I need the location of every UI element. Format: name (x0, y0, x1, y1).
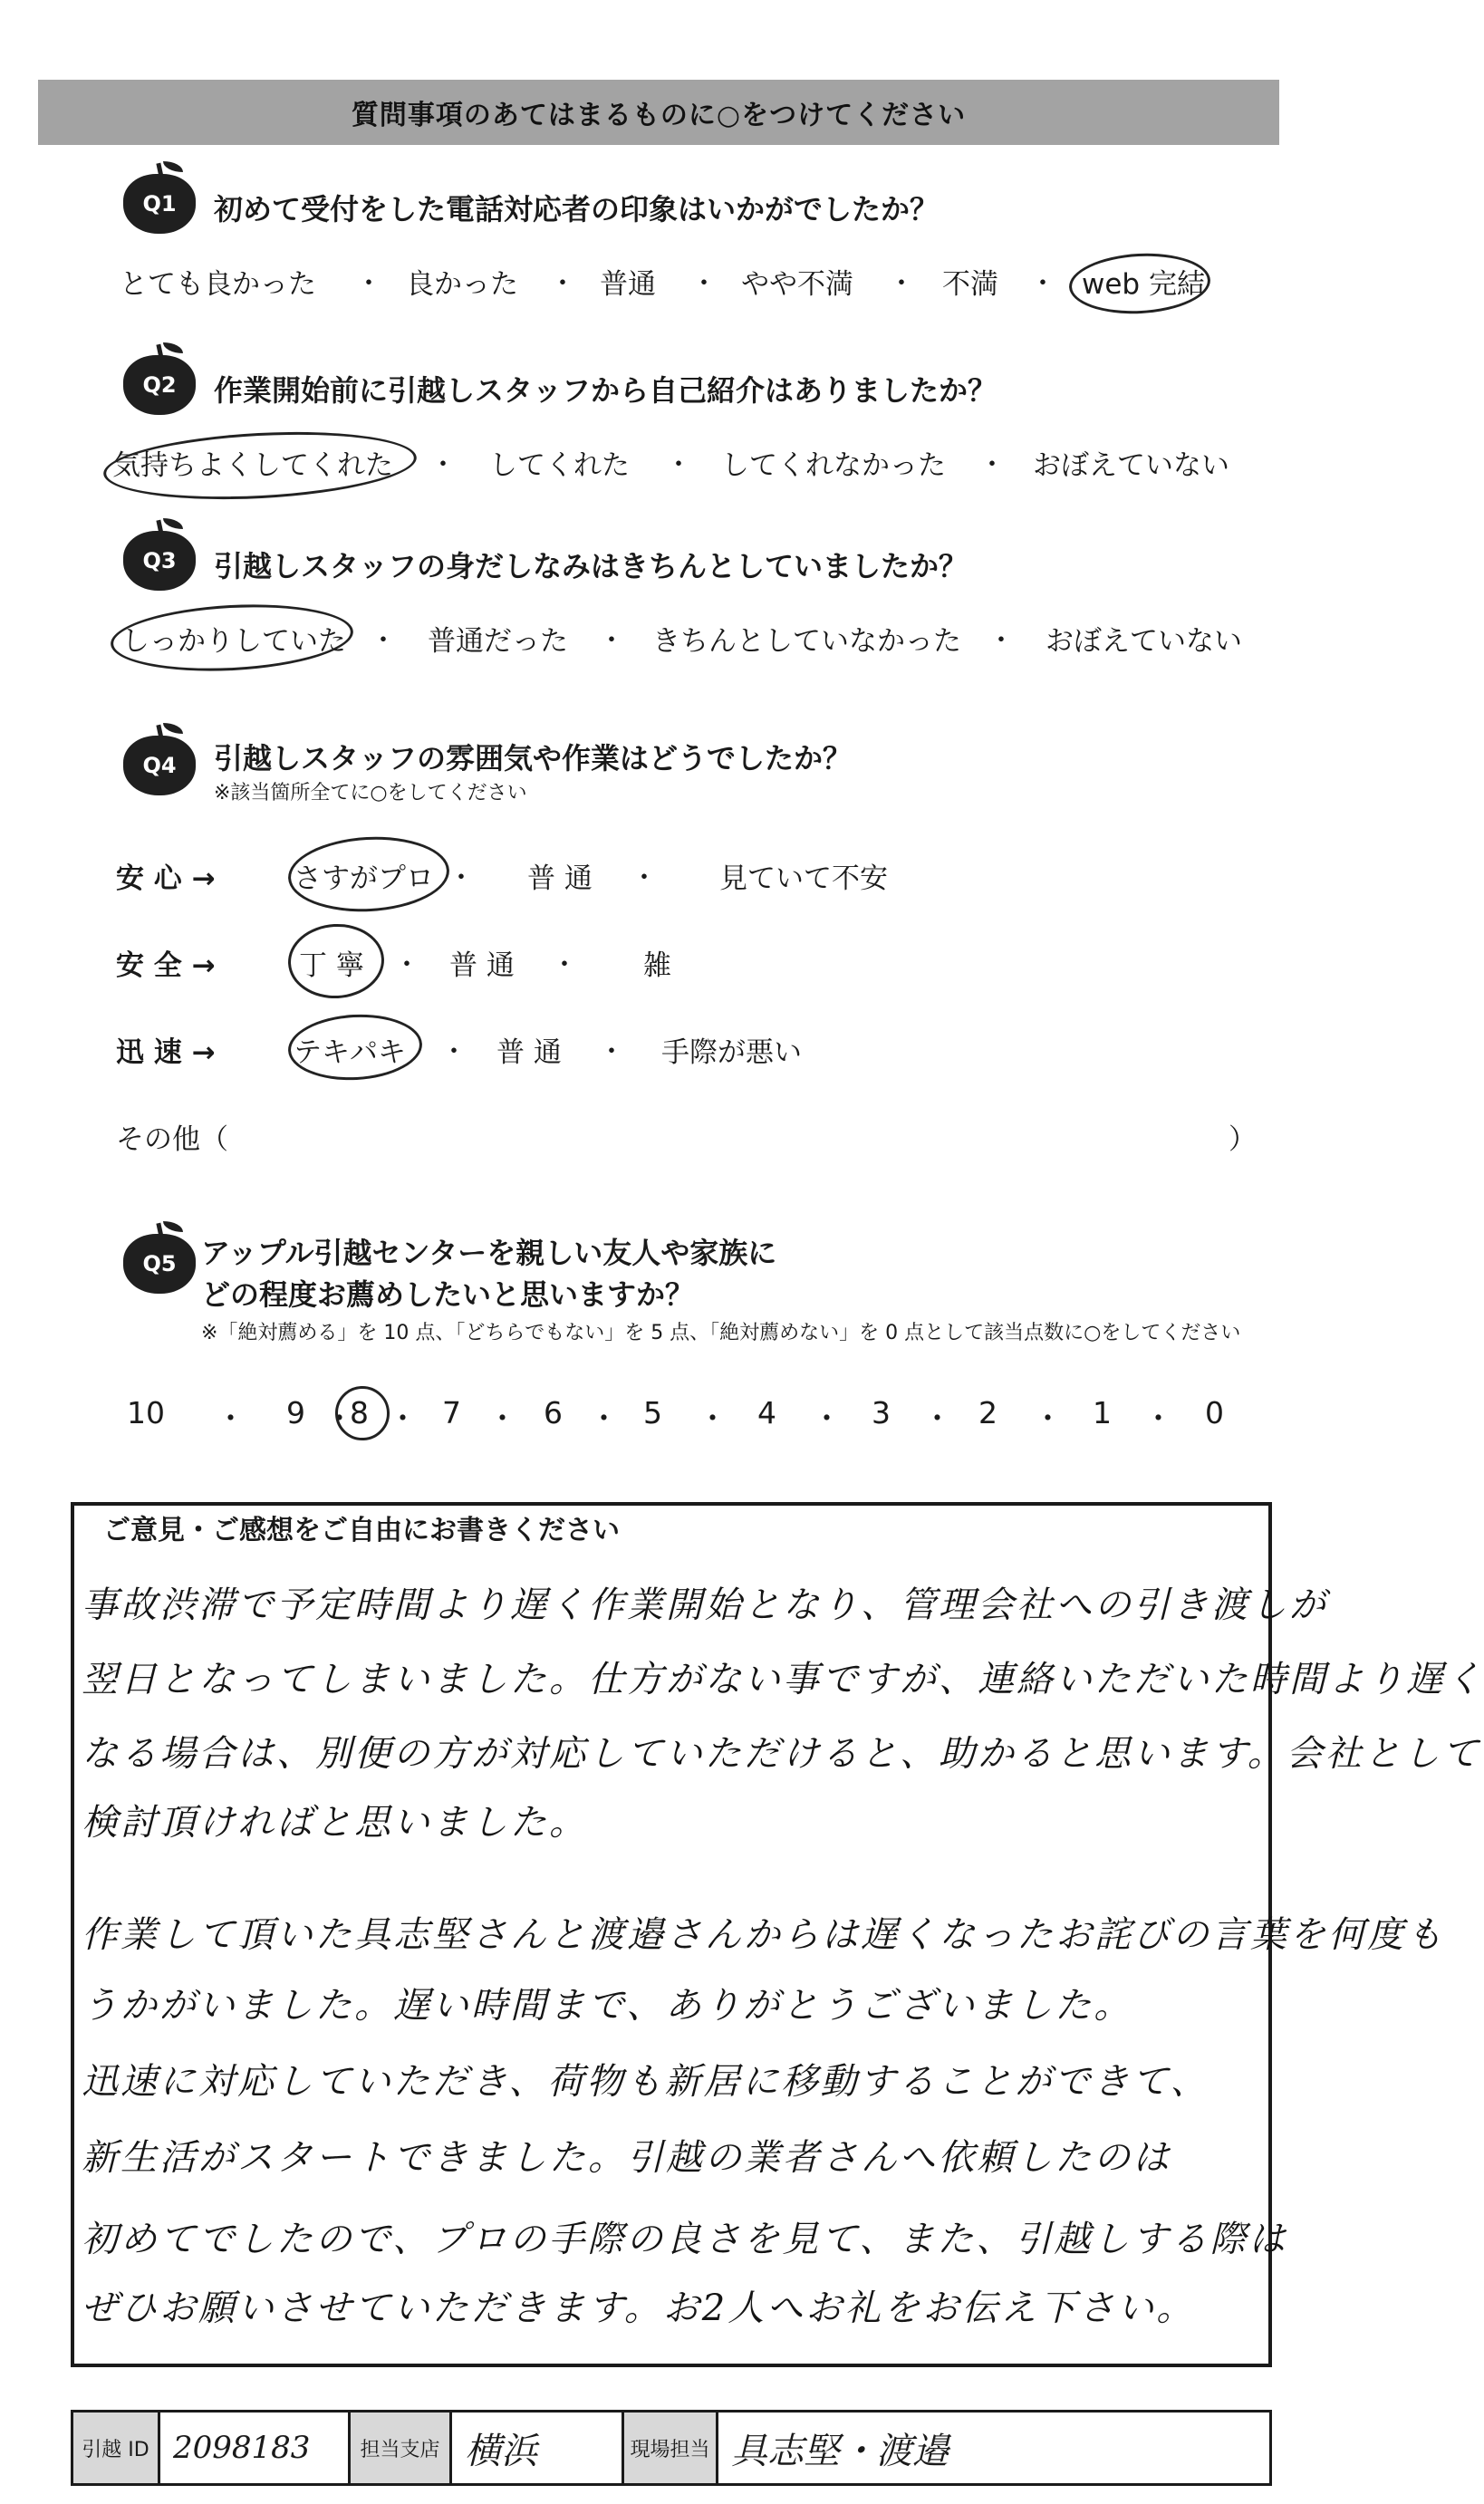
q4-row-label: 安 心 → (116, 862, 216, 895)
score-option[interactable]: 7 (442, 1395, 461, 1430)
comment-line: 検討頂ければと思いました。 (82, 1802, 588, 1844)
q4-option[interactable]: 雑 (643, 949, 671, 982)
q4-anshin-selection-circle (286, 833, 451, 915)
score-option[interactable]: 1 (1093, 1395, 1112, 1430)
comment-line: ぜひお願いさせていただきます。お2人へお礼をお伝え下さい。 (82, 2287, 1196, 2329)
q3-option[interactable]: きちんとしていなかった (652, 625, 961, 658)
q1-question: 初めて受付をした電話対応者の印象はいかがでしたか？ (214, 192, 940, 226)
q1-option[interactable]: 普通 (600, 268, 656, 301)
q5-question-line2: どの程度お薦めしたいと思いますか？ (201, 1277, 695, 1312)
q5-question-line1: アップル引越センターを親しい友人や家族に (201, 1236, 777, 1270)
q3-question: 引越しスタッフの身だしなみはきちんとしていましたか？ (214, 549, 968, 583)
comment-title: ご意見・ご感想をご自由にお書きください (103, 1515, 620, 1546)
comment-line: うかがいました。遅い時間まで、ありがとうございました。 (82, 1985, 1133, 2027)
survey-sheet: 質問事項のあてはまるものに○をつけてください Q1 初めて受付をした電話対応者の印象はいかがでしたか？ とても良かった ・ 良かった ・ 普通 ・ やや不満 ・ 不満 ・ web 完結 Q2 作業開始前に引越しスタッフから自己紹介はありましたか？ 気持ちよくしてくれた ・ してくれた ・ してくれなかった ・ おぼえていない Q3 引越しスタッフの身だしなみはきちんとしていましたか？ しっかりしていた ・ 普通だった ・ きちんとしていなかった ・ おぼえていない Q4 引越しスタッフの雰囲気や作業はどうでしたか？ ※該当箇所全てに○をしてください 安 心 → さすがプロ ・ 普 通 ・ 見ていて不安 安 全 → 丁 寧 ・ 普 通 ・ 雑 迅 速 → テキパキ ・ 普 通 ・ 手際が悪い その他（ ） Q5 アップル引越センターを親しい友人や家族に どの程度お薦めしたいと思いますか？ ※「絶対薦める」を 10 点、「どちらでもない」を 5 点、「絶対薦めない」を 0 点として該当点数に○をしてください 10 ・ 9 ・ 8 ・ 7 ・ 6 ・ 5 ・ 4 ・ 3 ・ 2 ・ 1 ・ 0 ご意見・ご感想をご自由にお書きください 事故渋滞で予定時間より遅く作業開始となり、管理会社への引き渡しが 翌日となってしまいました。仕方がない事ですが、連絡いただいた時間より遅く なる場合は、別便の方が対応していただけると、助かると思います。会社として 検討頂ければと思いました。 作業して頂いた具志堅さんと渡邉さんからは遅くなったお詫びの言葉を何度も うかがいました。遅い時間まで、ありがとうございました。 迅速に対応していただき、荷物も新居に移動することができて、 新生活がスタートできました。引越の業者さんへ依頼したのは 初めてでしたので、プロの手際の良さを見て、また、引越しする際は ぜひお願いさせていただきます。お2人へお礼をお伝え下さい。 引越 ID 2098183 担当支店 横浜 現場担当 具志堅・渡邉 (0, 0, 1325, 2504)
q3-apple-badge-icon: Q3 (123, 520, 196, 592)
score-option[interactable]: 0 (1205, 1395, 1224, 1430)
q2-apple-badge-icon: Q2 (123, 344, 196, 417)
q4-option[interactable]: 普 通 (496, 1036, 562, 1069)
comment-line: 翌日となってしまいました。仕方がない事ですが、連絡いただいた時間より遅く (82, 1659, 1484, 1700)
footer-table (71, 2410, 1272, 2486)
comment-line: なる場合は、別便の方が対応していただけると、助かると思います。会社として (82, 1733, 1481, 1775)
score-option[interactable]: 4 (757, 1395, 776, 1430)
q4-other-label[interactable]: その他（ (116, 1123, 228, 1156)
score-option[interactable]: 10 (127, 1395, 165, 1430)
q1-option[interactable]: 不満 (942, 268, 998, 301)
q4-option[interactable]: 普 通 (527, 862, 593, 895)
q4-anzen-selection-circle (286, 921, 386, 1000)
q5-apple-badge-icon: Q5 (123, 1223, 196, 1295)
q4-option[interactable]: 見ていて不安 (719, 862, 888, 895)
q4-option[interactable]: 手際が悪い (661, 1036, 802, 1069)
survey-header: 質問事項のあてはまるものに○をつけてください (38, 80, 1279, 145)
footer-id-label: 引越 ID (73, 2413, 160, 2483)
q4-other-close: ） (1229, 1123, 1257, 1156)
q3-selection-circle (109, 599, 354, 677)
q1-option[interactable]: 良かった (406, 268, 518, 301)
q4-option-selected[interactable]: テキパキ (294, 1036, 406, 1069)
q4-option-selected[interactable]: さすがプロ (294, 862, 434, 895)
comment-line: 迅速に対応していただき、荷物も新居に移動することができて、 (82, 2061, 1209, 2103)
q2-selection-circle (101, 425, 418, 506)
q1-option[interactable]: とても良かった (120, 268, 316, 301)
score-option[interactable]: 3 (872, 1395, 891, 1430)
score-option[interactable]: 2 (978, 1395, 997, 1430)
q4-note: ※該当箇所全てに○をしてください (214, 782, 527, 804)
q3-option-selected[interactable]: しっかりしていた (121, 625, 346, 658)
score-option[interactable]: 6 (544, 1395, 563, 1430)
footer-staff-label: 現場担当 (624, 2413, 718, 2483)
q3-option[interactable]: おぼえていない (1046, 625, 1242, 658)
comment-line: 事故渋滞で予定時間より遅く作業開始となり、管理会社への引き渡しが (82, 1584, 1328, 1626)
q4-option-selected[interactable]: 丁 寧 (299, 949, 364, 982)
footer-staff-value[interactable]: 具志堅・渡邉 (731, 2430, 949, 2472)
q1-option-selected[interactable]: web 完結 (1082, 268, 1205, 301)
q4-apple-badge-icon: Q4 (123, 725, 196, 797)
q2-option[interactable]: おぼえていない (1033, 449, 1229, 482)
q2-option[interactable]: してくれなかった (721, 449, 946, 482)
footer-branch-value[interactable]: 横浜 (452, 2413, 624, 2483)
q3-option[interactable]: 普通だった (428, 625, 568, 658)
comment-line: 初めてでしたので、プロの手際の良さを見て、また、引越しする際は (82, 2219, 1288, 2260)
q4-row-label: 安 全 → (116, 949, 216, 982)
q5-note: ※「絶対薦める」を 10 点、「どちらでもない」を 5 点、「絶対薦めない」を 0 点として該当点数に○をしてください (201, 1322, 1241, 1344)
score-option[interactable]: 5 (643, 1395, 662, 1430)
q1-apple-badge-icon: Q1 (123, 163, 196, 236)
footer-branch-label: 担当支店 (351, 2413, 452, 2483)
footer-id-value[interactable]: 2098183 (160, 2413, 351, 2483)
score-option-selected[interactable]: 8 (350, 1395, 369, 1430)
q4-question: 引越しスタッフの雰囲気や作業はどうでしたか？ (214, 741, 853, 775)
q4-option[interactable]: 普 通 (449, 949, 515, 982)
q2-option-selected[interactable]: 気持ちよくしてくれた (112, 449, 393, 482)
score-option[interactable]: 9 (286, 1395, 305, 1430)
comment-line: 新生活がスタートできました。引越の業者さんへ依頼したのは (82, 2137, 1172, 2179)
q4-row-label: 迅 速 → (116, 1036, 216, 1069)
comment-line: 作業して頂いた具志堅さんと渡邉さんからは遅くなったお詫びの言葉を何度も (82, 1914, 1445, 1956)
q4-jinsoku-selection-circle (286, 1011, 424, 1083)
q1-option[interactable]: やや不満 (741, 268, 853, 301)
q2-question: 作業開始前に引越しスタッフから自己紹介はありましたか？ (214, 373, 997, 408)
q2-option[interactable]: してくれた (489, 449, 630, 482)
